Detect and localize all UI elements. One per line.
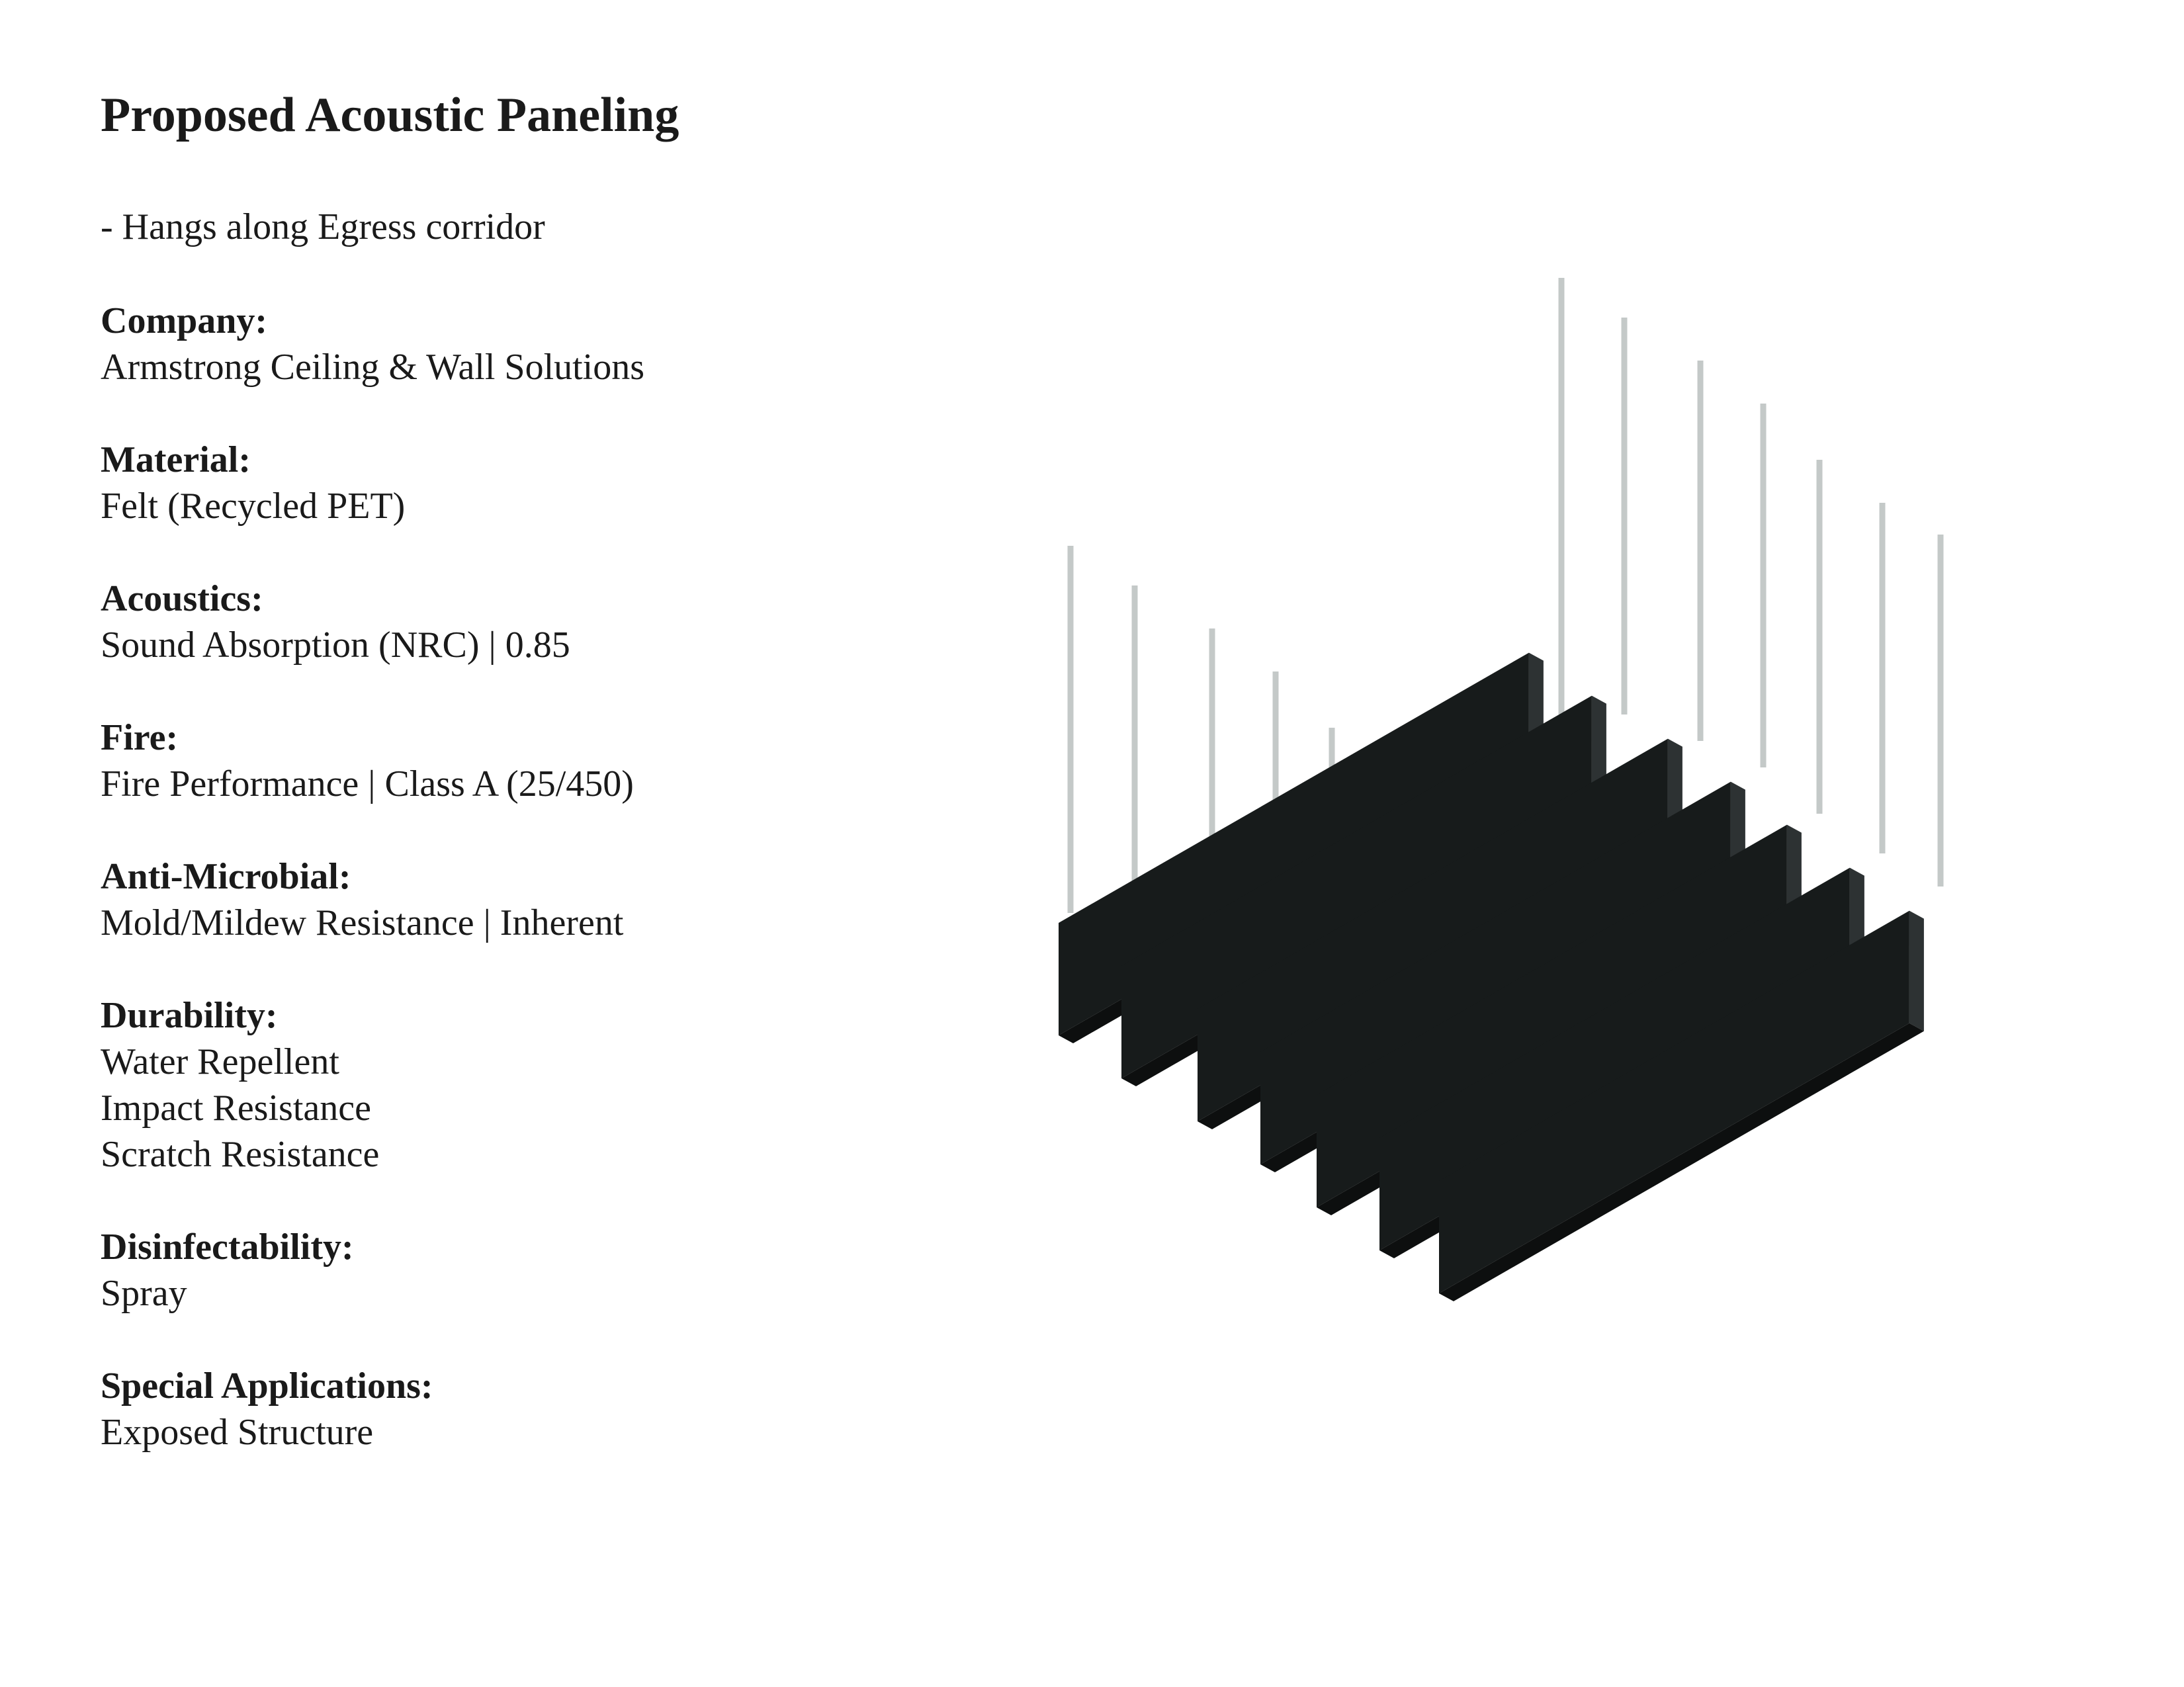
hanger-rod — [1068, 546, 1074, 913]
spec-value: Felt (Recycled PET) — [101, 486, 406, 527]
spec-special-applications — [101, 1363, 961, 1455]
baffle-axonometric-drawing — [1019, 251, 2077, 1323]
spec-label: Anti-Microbial: — [101, 856, 351, 897]
spec-value: Scratch Resistance — [101, 1134, 380, 1175]
spec-durability — [101, 992, 961, 1178]
spec-list — [101, 298, 961, 1502]
baffle-panels — [1059, 653, 1924, 1301]
spec-material — [101, 437, 961, 529]
spec-anti-microbial — [101, 853, 961, 946]
baffle-end — [1909, 911, 1924, 1031]
spec-value: Armstrong Ceiling & Wall Solutions — [101, 347, 645, 388]
hanger-rod — [1938, 535, 1944, 887]
spec-label: Special Applications: — [101, 1365, 433, 1406]
spec-value: Water Repellent — [101, 1041, 339, 1082]
spec-value: Impact Resistance — [101, 1088, 371, 1129]
spec-label: Durability: — [101, 995, 278, 1036]
hanger-rod — [1698, 361, 1704, 741]
spec-acoustics — [101, 576, 961, 668]
spec-value: Fire Performance | Class A (25/450) — [101, 763, 634, 804]
spec-value: Mold/Mildew Resistance | Inherent — [101, 902, 624, 943]
spec-label: Disinfectability: — [101, 1227, 354, 1268]
hanger-rod — [1559, 278, 1565, 714]
page-title: Proposed Acoustic Paneling — [101, 88, 679, 142]
spec-disinfectability — [101, 1224, 961, 1317]
spec-value: Exposed Structure — [101, 1412, 374, 1453]
spec-label: Material: — [101, 439, 251, 480]
spec-label: Company: — [101, 300, 268, 341]
spec-label: Fire: — [101, 717, 179, 758]
spec-company — [101, 298, 961, 390]
hanger-rod — [1761, 404, 1767, 767]
spec-fire — [101, 714, 961, 807]
hanger-rod — [1817, 460, 1823, 814]
hanger-rod — [1880, 503, 1886, 853]
spec-value: Spray — [101, 1273, 187, 1314]
spec-label: Acoustics: — [101, 578, 263, 619]
hanger-rod — [1622, 318, 1628, 714]
intro-note: - Hangs along Egress corridor — [101, 206, 545, 247]
spec-value: Sound Absorption (NRC) | 0.85 — [101, 625, 570, 666]
hanger-rod — [1132, 585, 1138, 913]
